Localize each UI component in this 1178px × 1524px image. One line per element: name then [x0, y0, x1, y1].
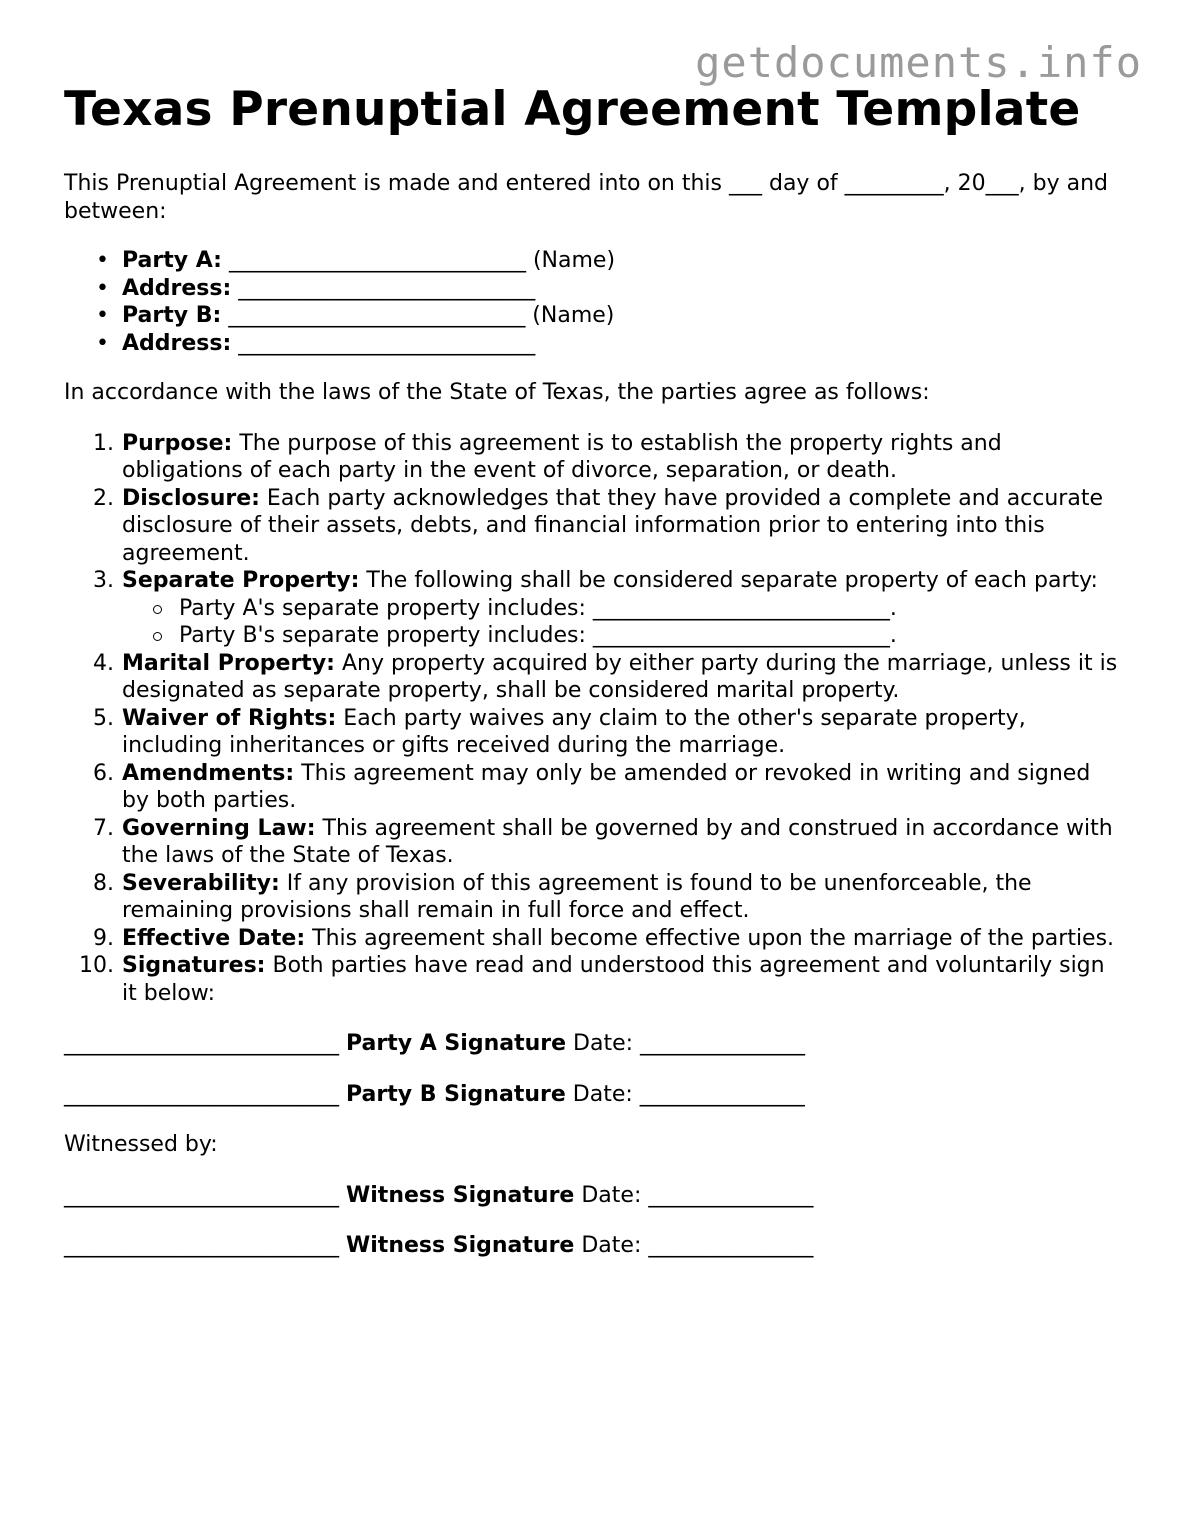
witness-2-signature-row — [64, 1232, 1124, 1260]
party-a-address-label: Address: — [122, 275, 232, 301]
term-number: 5. — [93, 705, 114, 731]
term-text: If any provision of this agreement is found to be unenforceable, the remaining provisions shall remain in full force and effect. — [122, 870, 1032, 923]
term-signatures — [79, 952, 1124, 1007]
term-number: 2. — [93, 485, 114, 511]
witness-2-signature-label: Witness Signature — [346, 1233, 575, 1258]
separate-property-list — [122, 595, 1124, 650]
term-waiver-of-rights — [93, 705, 1124, 760]
term-number: 7. — [93, 815, 114, 841]
party-a-signature-label: Party A Signature — [346, 1031, 567, 1056]
party-a-separate-property-field: Party A's separate property includes: ___________________________. — [179, 595, 897, 621]
term-text: The following shall be considered separate property of each party: — [366, 568, 1098, 593]
list-item — [179, 622, 1124, 650]
party-b-address-field: ___________________________ — [238, 330, 536, 356]
term-number: 10. — [79, 953, 114, 978]
term-amendments — [93, 760, 1124, 815]
list-item — [96, 330, 1124, 358]
party-b-signature-row — [64, 1081, 1124, 1109]
term-text: This agreement shall become effective upon the marriage of the parties. — [312, 925, 1115, 951]
term-number: 3. — [93, 568, 114, 593]
term-number: 1. — [93, 430, 114, 456]
list-item — [179, 595, 1124, 623]
term-label: Separate Property: — [122, 568, 360, 593]
party-a-signature-row — [64, 1030, 1124, 1058]
bullet-icon: • — [96, 248, 109, 273]
term-label: Waiver of Rights: — [122, 705, 337, 731]
party-a-date-field: _______________ — [640, 1031, 806, 1056]
term-marital-property — [93, 650, 1124, 705]
term-label: Signatures: — [122, 953, 266, 978]
party-b-address-label: Address: — [122, 330, 232, 356]
term-disclosure — [93, 485, 1124, 568]
party-a-name-field: ___________________________ (Name) — [228, 248, 616, 273]
term-label: Amendments: — [122, 760, 295, 786]
term-number: 4. — [93, 650, 114, 676]
term-label: Disclosure: — [122, 485, 260, 511]
date-label: Date: — [572, 1081, 633, 1107]
party-b-date-field: _______________ — [639, 1081, 805, 1107]
list-item — [96, 275, 1124, 303]
term-severability — [93, 870, 1124, 925]
term-number: 6. — [93, 760, 114, 786]
term-label: Governing Law: — [122, 815, 316, 841]
date-label: Date: — [573, 1031, 634, 1056]
witness-1-date-field: _______________ — [648, 1182, 814, 1208]
date-label: Date: — [581, 1233, 642, 1258]
witnessed-by-label: Witnessed by: — [64, 1132, 218, 1157]
bullet-icon: • — [96, 275, 109, 301]
term-governing-law — [93, 815, 1124, 870]
term-text: Any property acquired by either party during the marriage, unless it is designated as separate property, shall be considered marital property. — [122, 650, 1118, 703]
bullet-icon: • — [96, 330, 109, 356]
party-b-signature-field: _________________________ — [64, 1081, 339, 1107]
party-b-signature-label: Party B Signature — [346, 1081, 566, 1107]
party-b-name-field: ___________________________ (Name) — [228, 303, 615, 328]
watermark: getdocuments.info — [695, 38, 1142, 87]
term-label: Marital Property: — [122, 650, 335, 676]
party-b-separate-property-field: Party B's separate property includes: ___________________________. — [179, 623, 897, 648]
document-page — [64, 80, 1124, 1260]
term-text: The purpose of this agreement is to establish the property rights and obligations of each party in the event of divorce, separation, or death. — [122, 430, 1002, 483]
list-item — [96, 247, 1124, 275]
accordance-paragraph: In accordance with the laws of the State of Texas, the parties agree as follows: — [64, 380, 930, 405]
term-separate-property — [93, 567, 1124, 650]
date-label: Date: — [581, 1182, 642, 1208]
term-number: 9. — [93, 925, 114, 951]
party-a-signature-field: _________________________ — [64, 1031, 339, 1056]
parties-list — [64, 247, 1124, 357]
term-text: Each party acknowledges that they have provided a complete and accurate disclosure of their assets, debts, and financial information prior to entering into this agreement. — [122, 485, 1103, 566]
intro-paragraph: This Prenuptial Agreement is made and entered into on this ___ day of _________, 20___, by and between: — [64, 171, 1108, 224]
witness-2-signature-field: _________________________ — [64, 1233, 339, 1258]
circle-bullet-icon — [153, 632, 162, 641]
term-text: Both parties have read and understood this agreement and voluntarily sign it below: — [122, 953, 1105, 1006]
list-item — [96, 302, 1124, 330]
bullet-icon: • — [96, 303, 109, 328]
term-text: Each party waives any claim to the other's separate property, including inheritances or gifts received during the marriage. — [122, 705, 1026, 758]
party-a-label: Party A: — [122, 248, 222, 273]
party-a-address-field: ___________________________ — [238, 275, 536, 301]
document-title: Texas Prenuptial Agreement Template — [64, 82, 1081, 137]
term-label: Severability: — [122, 870, 280, 896]
witness-1-signature-label: Witness Signature — [346, 1182, 575, 1208]
witness-2-date-field: _______________ — [648, 1233, 814, 1258]
witness-1-signature-field: _________________________ — [64, 1182, 339, 1208]
terms-list — [64, 430, 1124, 1008]
witness-1-signature-row — [64, 1182, 1124, 1210]
term-text: This agreement shall be governed by and construed in accordance with the laws of the State of Texas. — [122, 815, 1113, 868]
term-label: Effective Date: — [122, 925, 306, 951]
term-text: This agreement may only be amended or revoked in writing and signed by both parties. — [122, 760, 1091, 813]
term-effective-date — [93, 925, 1124, 953]
term-purpose — [93, 430, 1124, 485]
term-label: Purpose: — [122, 430, 233, 456]
party-b-label: Party B: — [122, 303, 222, 328]
term-number: 8. — [93, 870, 114, 896]
circle-bullet-icon — [153, 605, 162, 614]
